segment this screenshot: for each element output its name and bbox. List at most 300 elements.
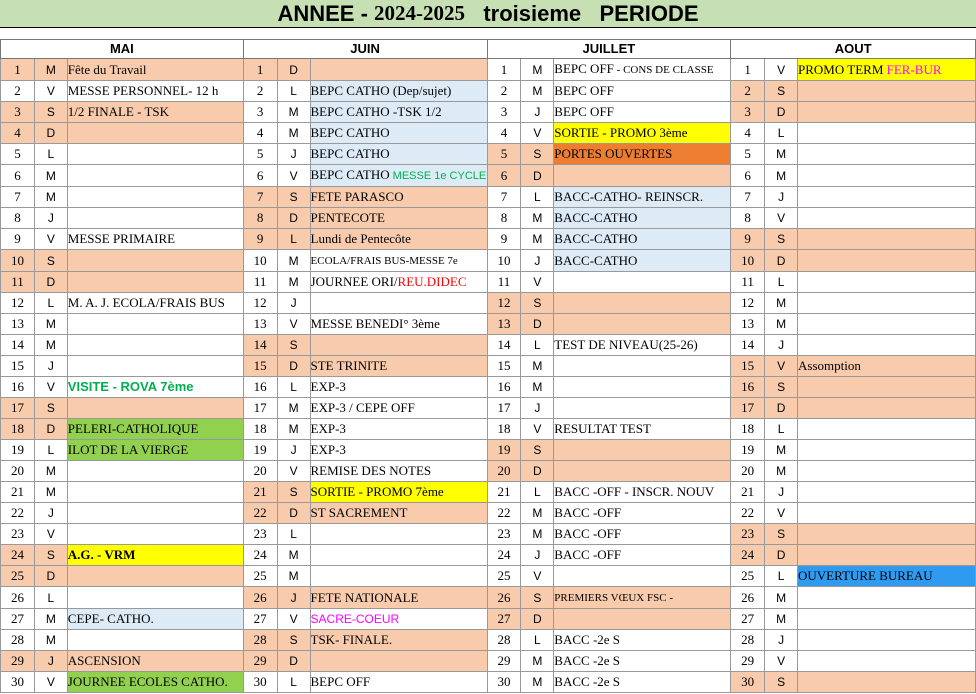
mai-weekday: S xyxy=(34,545,67,566)
calendar-row xyxy=(1,419,976,440)
juillet-event-cell xyxy=(554,293,731,314)
aout-event-cell xyxy=(798,566,976,587)
title-suffix: troisieme PERIODE xyxy=(465,0,699,26)
juillet-day-number: 2 xyxy=(487,81,521,102)
juillet-weekday: D xyxy=(521,461,554,482)
juillet-day-number: 4 xyxy=(487,123,521,144)
calendar-row xyxy=(1,59,976,81)
mai-weekday: D xyxy=(34,419,67,440)
aout-weekday: V xyxy=(765,59,798,81)
calendar-row xyxy=(1,524,976,545)
juin-day-number: 29 xyxy=(243,651,277,672)
calendar-row xyxy=(1,187,976,208)
aout-event-text: OUVERTURE BUREAU xyxy=(798,568,933,583)
juin-event-cell xyxy=(310,545,487,566)
aout-weekday: S xyxy=(765,672,798,693)
mai-event-text: 1/2 FINALE - TSK xyxy=(67,104,170,119)
juillet-event-text: BEPC OFF xyxy=(554,104,614,119)
juin-event-text: SORTIE - PROMO 7ème xyxy=(310,484,444,499)
juillet-weekday: M xyxy=(521,208,554,229)
mai-event-cell xyxy=(67,314,243,335)
aout-weekday: J xyxy=(765,335,798,356)
juillet-day-number: 20 xyxy=(487,461,521,482)
juillet-day-number: 3 xyxy=(487,102,521,123)
juillet-event-cell xyxy=(554,208,731,229)
juillet-event-cell xyxy=(554,566,731,587)
juillet-weekday: M xyxy=(521,59,554,81)
juillet-event-cell xyxy=(554,398,731,419)
mai-day-number: 24 xyxy=(1,545,35,566)
calendar-row xyxy=(1,630,976,651)
juillet-event-cell xyxy=(554,102,731,123)
mai-event-text: MESSE PERSONNEL- 12 h xyxy=(67,83,219,98)
juillet-weekday: M xyxy=(521,503,554,524)
mai-event-cell xyxy=(67,482,243,503)
aout-weekday: S xyxy=(765,81,798,102)
aout-event-cell xyxy=(798,461,976,482)
aout-weekday: M xyxy=(765,609,798,630)
aout-event-cell xyxy=(798,229,976,250)
juin-weekday: S xyxy=(277,187,310,208)
juillet-weekday: L xyxy=(521,187,554,208)
juin-event-cell xyxy=(310,229,487,250)
calendar-row xyxy=(1,461,976,482)
juillet-weekday: D xyxy=(521,609,554,630)
calendar-row xyxy=(1,503,976,524)
juin-event-cell xyxy=(310,208,487,229)
juillet-event-text: BACC-CATHO xyxy=(554,231,638,246)
juin-event-cell xyxy=(310,398,487,419)
mai-day-number: 23 xyxy=(1,524,35,545)
mai-day-number: 4 xyxy=(1,123,35,144)
juin-event-cell xyxy=(310,314,487,335)
juin-weekday: M xyxy=(277,102,310,123)
calendar-row xyxy=(1,587,976,609)
juin-weekday: L xyxy=(277,524,310,545)
aout-weekday: M xyxy=(765,144,798,165)
aout-weekday: D xyxy=(765,545,798,566)
aout-weekday: V xyxy=(765,356,798,377)
mai-weekday: V xyxy=(34,229,67,250)
juillet-event-text: BEPC OFF xyxy=(554,83,614,98)
juin-event-text: BEPC OFF xyxy=(310,674,371,689)
juin-event-text: FETE NATIONALE xyxy=(310,589,419,605)
juillet-event-text: SORTIE - PROMO 3ème xyxy=(554,125,688,140)
juin-day-number: 4 xyxy=(243,123,277,144)
juillet-event-cell xyxy=(554,419,731,440)
mai-day-number: 22 xyxy=(1,503,35,524)
juillet-day-number: 8 xyxy=(487,208,521,229)
juillet-weekday: M xyxy=(521,81,554,102)
juin-weekday: M xyxy=(277,123,310,144)
juin-event-cell xyxy=(310,335,487,356)
aout-event-cell xyxy=(798,165,976,187)
mai-weekday: J xyxy=(34,356,67,377)
juin-weekday: M xyxy=(277,250,310,272)
mai-day-number: 1 xyxy=(1,59,35,81)
juin-event-cell xyxy=(310,144,487,165)
mai-weekday: M xyxy=(34,630,67,651)
juin-weekday: L xyxy=(277,229,310,250)
juillet-event-text: BACC -2e S xyxy=(554,653,621,668)
aout-weekday: V xyxy=(765,503,798,524)
aout-event-note: FER-BUR xyxy=(886,61,942,77)
juillet-event-cell xyxy=(554,524,731,545)
juillet-event-text: BACC -2e S xyxy=(554,674,621,689)
juin-event-text: ST SACREMENT xyxy=(310,505,408,520)
juin-day-number: 28 xyxy=(243,630,277,651)
juin-weekday: D xyxy=(277,503,310,524)
juin-event-text: TSK- FINALE. xyxy=(310,632,393,647)
juin-event-text: BEPC CATHO (Dep/sujet) xyxy=(310,83,452,98)
mai-day-number: 28 xyxy=(1,630,35,651)
title-years: 2024-2025 xyxy=(374,1,466,25)
aout-day-number: 9 xyxy=(731,229,765,250)
mai-day-number: 20 xyxy=(1,461,35,482)
calendar-table xyxy=(0,39,976,693)
juin-day-number: 2 xyxy=(243,81,277,102)
aout-day-number: 10 xyxy=(731,250,765,272)
juin-weekday: L xyxy=(277,81,310,102)
aout-weekday: J xyxy=(765,630,798,651)
juin-weekday: M xyxy=(277,419,310,440)
aout-event-cell xyxy=(798,419,976,440)
juillet-day-number: 11 xyxy=(487,272,521,293)
aout-day-number: 26 xyxy=(731,587,765,609)
juin-event-text: STE TRINITE xyxy=(310,358,388,373)
juillet-event-text: BACC -2e S xyxy=(554,632,621,647)
aout-event-cell xyxy=(798,81,976,102)
juin-day-number: 26 xyxy=(243,587,277,609)
aout-event-cell xyxy=(798,651,976,672)
calendar-row xyxy=(1,123,976,144)
juin-event-text: FETE PARASCO xyxy=(310,189,404,204)
aout-day-number: 12 xyxy=(731,293,765,314)
juin-event-cell xyxy=(310,272,487,293)
juillet-day-number: 9 xyxy=(487,229,521,250)
juillet-weekday: M xyxy=(521,651,554,672)
juin-weekday: V xyxy=(277,609,310,630)
mai-event-cell xyxy=(67,335,243,356)
mai-weekday: S xyxy=(34,102,67,123)
mai-event-text: ASCENSION xyxy=(67,653,141,668)
calendar-row xyxy=(1,102,976,123)
mai-weekday: L xyxy=(34,144,67,165)
aout-event-cell xyxy=(798,102,976,123)
juillet-event-cell xyxy=(554,503,731,524)
juillet-weekday: D xyxy=(521,314,554,335)
aout-day-number: 3 xyxy=(731,102,765,123)
juin-day-number: 7 xyxy=(243,187,277,208)
juin-event-cell xyxy=(310,566,487,587)
mai-event-text: MESSE PRIMAIRE xyxy=(67,231,176,246)
juin-event-cell xyxy=(310,461,487,482)
aout-event-cell xyxy=(798,123,976,144)
aout-event-cell xyxy=(798,208,976,229)
juin-weekday: V xyxy=(277,165,310,187)
juin-day-number: 21 xyxy=(243,482,277,503)
aout-event-cell xyxy=(798,59,976,81)
mai-event-cell xyxy=(67,187,243,208)
mai-weekday: M xyxy=(34,482,67,503)
mai-event-cell xyxy=(67,81,243,102)
aout-day-number: 18 xyxy=(731,419,765,440)
mai-day-number: 2 xyxy=(1,81,35,102)
aout-event-cell xyxy=(798,335,976,356)
mai-event-cell xyxy=(67,440,243,461)
calendar-row xyxy=(1,545,976,566)
mai-weekday: V xyxy=(34,524,67,545)
juin-day-number: 19 xyxy=(243,440,277,461)
mai-day-number: 7 xyxy=(1,187,35,208)
mai-weekday: L xyxy=(34,440,67,461)
juin-event-text: SACRE-COEUR xyxy=(310,612,400,626)
juin-event-cell xyxy=(310,672,487,693)
mai-event-cell xyxy=(67,398,243,419)
juillet-day-number: 29 xyxy=(487,651,521,672)
juillet-event-text: BACC-CATHO xyxy=(554,252,638,268)
juin-day-number: 3 xyxy=(243,102,277,123)
mai-day-number: 27 xyxy=(1,609,35,630)
mai-event-cell xyxy=(67,356,243,377)
juin-event-text: EXP-3 xyxy=(310,442,346,457)
juin-event-cell xyxy=(310,630,487,651)
juin-day-number: 16 xyxy=(243,377,277,398)
juillet-weekday: J xyxy=(521,102,554,123)
aout-event-cell xyxy=(798,482,976,503)
juin-event-text: Lundi de Pentecôte xyxy=(310,231,411,246)
month-header-aout: AOUT xyxy=(731,40,976,59)
juillet-weekday: L xyxy=(521,630,554,651)
juillet-day-number: 21 xyxy=(487,482,521,503)
juillet-event-cell xyxy=(554,356,731,377)
mai-event-text: PELERI-CATHOLIQUE xyxy=(67,421,199,436)
aout-day-number: 14 xyxy=(731,335,765,356)
aout-weekday: M xyxy=(765,314,798,335)
juin-weekday: J xyxy=(277,293,310,314)
juillet-weekday: V xyxy=(521,272,554,293)
aout-weekday: L xyxy=(765,419,798,440)
aout-event-cell xyxy=(798,272,976,293)
mai-event-text: CEPE- CATHO. xyxy=(67,611,154,626)
juin-weekday: D xyxy=(277,651,310,672)
aout-day-number: 11 xyxy=(731,272,765,293)
juin-weekday: S xyxy=(277,482,310,503)
juillet-day-number: 12 xyxy=(487,293,521,314)
aout-weekday: L xyxy=(765,123,798,144)
juin-event-cell xyxy=(310,165,487,187)
juillet-day-number: 27 xyxy=(487,609,521,630)
juillet-event-text: BACC -OFF xyxy=(554,547,622,562)
mai-weekday: V xyxy=(34,672,67,693)
mai-day-number: 13 xyxy=(1,314,35,335)
aout-event-cell xyxy=(798,250,976,272)
mai-event-cell xyxy=(67,419,243,440)
juin-weekday: J xyxy=(277,440,310,461)
juin-day-number: 23 xyxy=(243,524,277,545)
mai-event-cell xyxy=(67,609,243,630)
juin-event-text: ECOLA/FRAIS BUS-MESSE 7e xyxy=(310,255,458,267)
aout-weekday: M xyxy=(765,587,798,609)
juin-day-number: 5 xyxy=(243,144,277,165)
juin-day-number: 22 xyxy=(243,503,277,524)
mai-day-number: 21 xyxy=(1,482,35,503)
aout-day-number: 2 xyxy=(731,81,765,102)
aout-day-number: 8 xyxy=(731,208,765,229)
juillet-day-number: 5 xyxy=(487,144,521,165)
juin-day-number: 20 xyxy=(243,461,277,482)
aout-weekday: J xyxy=(765,482,798,503)
aout-weekday: D xyxy=(765,250,798,272)
mai-weekday: M xyxy=(34,335,67,356)
mai-event-text: Fête du Travail xyxy=(67,61,147,77)
juin-event-cell xyxy=(310,609,487,630)
calendar-row xyxy=(1,377,976,398)
juillet-event-text: BACC -OFF - INSCR. NOUV xyxy=(554,484,715,499)
juillet-event-text: BACC -OFF xyxy=(554,505,622,520)
juillet-weekday: V xyxy=(521,566,554,587)
juin-weekday: D xyxy=(277,59,310,81)
juin-event-text: BEPC CATHO xyxy=(310,146,390,161)
mai-weekday: M xyxy=(34,165,67,187)
aout-day-number: 22 xyxy=(731,503,765,524)
juillet-day-number: 7 xyxy=(487,187,521,208)
juin-event-text: JOURNEE ORI/ xyxy=(310,274,398,289)
calendar-row xyxy=(1,165,976,187)
aout-day-number: 20 xyxy=(731,461,765,482)
mai-event-cell xyxy=(67,377,243,398)
juillet-event-text: BACC-CATHO- REINSCR. xyxy=(554,189,704,204)
month-header-juin: JUIN xyxy=(243,40,487,59)
juin-event-cell xyxy=(310,377,487,398)
aout-event-cell xyxy=(798,440,976,461)
juin-event-cell xyxy=(310,524,487,545)
juillet-event-text: TEST DE NIVEAU(25-26) xyxy=(554,337,698,352)
calendar-row xyxy=(1,566,976,587)
mai-event-cell xyxy=(67,165,243,187)
juin-weekday: S xyxy=(277,335,310,356)
juillet-event-cell xyxy=(554,461,731,482)
juillet-weekday: J xyxy=(521,250,554,272)
calendar-row xyxy=(1,651,976,672)
calendar-row xyxy=(1,314,976,335)
juillet-day-number: 16 xyxy=(487,377,521,398)
juillet-event-text: PREMIERS VŒUX FSC - xyxy=(554,592,673,604)
aout-day-number: 17 xyxy=(731,398,765,419)
juillet-weekday: M xyxy=(521,377,554,398)
juin-day-number: 9 xyxy=(243,229,277,250)
mai-event-cell xyxy=(67,672,243,693)
aout-weekday: D xyxy=(765,102,798,123)
aout-day-number: 27 xyxy=(731,609,765,630)
juin-weekday: V xyxy=(277,314,310,335)
juin-day-number: 6 xyxy=(243,165,277,187)
aout-weekday: J xyxy=(765,187,798,208)
mai-weekday: J xyxy=(34,208,67,229)
juin-event-cell xyxy=(310,651,487,672)
mai-weekday: L xyxy=(34,293,67,314)
mai-event-text: ILOT DE LA VIERGE xyxy=(67,442,189,457)
aout-day-number: 28 xyxy=(731,630,765,651)
juin-event-cell xyxy=(310,503,487,524)
juin-event-cell xyxy=(310,123,487,144)
juillet-day-number: 28 xyxy=(487,630,521,651)
juillet-weekday: S xyxy=(521,587,554,609)
aout-event-cell xyxy=(798,398,976,419)
mai-event-cell xyxy=(67,545,243,566)
aout-event-text: Assomption xyxy=(798,358,861,373)
juin-weekday: M xyxy=(277,545,310,566)
juin-event-cell xyxy=(310,482,487,503)
juin-day-number: 15 xyxy=(243,356,277,377)
aout-weekday: V xyxy=(765,651,798,672)
calendar-row xyxy=(1,356,976,377)
juin-weekday: V xyxy=(277,461,310,482)
aout-weekday: D xyxy=(765,398,798,419)
mai-day-number: 15 xyxy=(1,356,35,377)
juillet-weekday: S xyxy=(521,293,554,314)
calendar-row xyxy=(1,398,976,419)
juin-day-number: 14 xyxy=(243,335,277,356)
juin-weekday: J xyxy=(277,144,310,165)
aout-day-number: 13 xyxy=(731,314,765,335)
aout-event-cell xyxy=(798,314,976,335)
aout-event-cell xyxy=(798,524,976,545)
juin-event-note: MESSE 1e CYCLE xyxy=(389,170,487,182)
aout-event-cell xyxy=(798,293,976,314)
aout-day-number: 16 xyxy=(731,377,765,398)
calendar-row xyxy=(1,250,976,272)
mai-event-text: JOURNEE ECOLES CATHO. xyxy=(67,674,228,689)
juillet-event-cell xyxy=(554,59,731,81)
juillet-day-number: 24 xyxy=(487,545,521,566)
juillet-day-number: 10 xyxy=(487,250,521,272)
aout-event-cell xyxy=(798,356,976,377)
mai-day-number: 9 xyxy=(1,229,35,250)
juillet-day-number: 23 xyxy=(487,524,521,545)
mai-event-cell xyxy=(67,651,243,672)
aout-event-cell xyxy=(798,187,976,208)
juin-weekday: D xyxy=(277,356,310,377)
juin-event-text: BEPC CATHO xyxy=(310,125,390,140)
mai-event-cell xyxy=(67,293,243,314)
juin-event-cell xyxy=(310,250,487,272)
mai-event-cell xyxy=(67,123,243,144)
calendar-row xyxy=(1,144,976,165)
mai-event-text: A.G. - VRM xyxy=(67,547,136,562)
juillet-event-cell xyxy=(554,651,731,672)
juillet-event-cell xyxy=(554,81,731,102)
calendar-row xyxy=(1,440,976,461)
juillet-event-cell xyxy=(554,314,731,335)
juillet-weekday: L xyxy=(521,335,554,356)
juillet-event-cell xyxy=(554,123,731,144)
mai-weekday: M xyxy=(34,314,67,335)
juin-day-number: 1 xyxy=(243,59,277,81)
juin-weekday: L xyxy=(277,377,310,398)
mai-day-number: 29 xyxy=(1,651,35,672)
aout-weekday: M xyxy=(765,461,798,482)
mai-day-number: 6 xyxy=(1,165,35,187)
calendar-row xyxy=(1,208,976,229)
mai-weekday: J xyxy=(34,503,67,524)
juillet-event-cell xyxy=(554,609,731,630)
mai-day-number: 10 xyxy=(1,250,35,272)
juin-event-text: MESSE BENEDI° 3ème xyxy=(310,316,440,331)
mai-event-cell xyxy=(67,272,243,293)
juin-event-text: EXP-3 xyxy=(310,421,346,436)
juin-day-number: 25 xyxy=(243,566,277,587)
